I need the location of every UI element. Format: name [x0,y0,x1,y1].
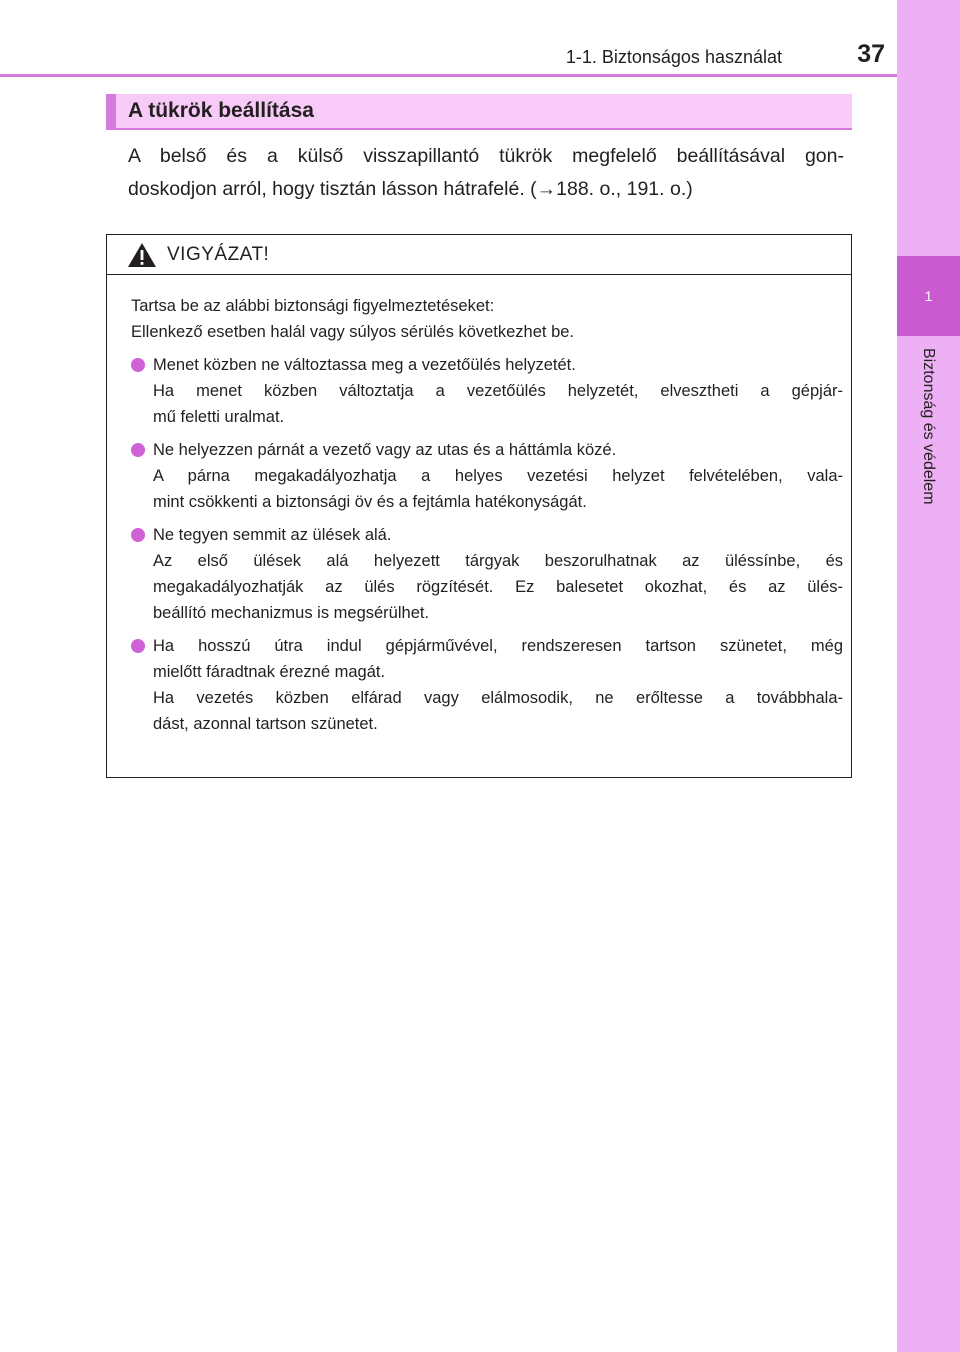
warning-intro-line: Tartsa be az alábbi biztonsági figyelmeztetéseket: [131,297,495,315]
warning-body [107,275,851,737]
section-title: A tükrök beállítása [106,94,852,130]
intro-paragraph [128,140,844,206]
warning-item [131,352,843,430]
chapter-side-tab [897,0,960,1352]
warning-item-line: Ha menet közben változtatja a vezetőülés helyzetét, elvesztheti a gépjár- [153,382,843,400]
warning-box [106,234,852,778]
chapter-label: Biztonság és védelem [920,348,937,505]
header-section-title: 1-1. Biztonságos használat [565,47,782,67]
warning-item-line: megakadályozhatják az ülés rögzítését. Ez balesetet okozhat, és az ülés- [153,578,843,596]
warning-item-line: Ha vezetés közben elfárad vagy elálmosodik, ne erőltesse a továbbhala- [153,689,843,707]
page-number: 37 [857,40,885,68]
warning-item [131,522,843,626]
warning-triangle-icon [127,242,157,268]
warning-item [131,437,843,515]
warning-title: VIGYÁZAT! [167,243,270,265]
chapter-number: 1 [897,256,960,336]
bullet-icon [131,358,145,372]
bullet-icon [131,443,145,457]
warning-intro-line: Ellenkező esetben halál vagy súlyos sérülés következhet be. [131,323,575,341]
warning-item-heading: Ne helyezzen párnát a vezető vagy az utas és a háttámla közé. [153,441,617,459]
warning-item-line: beállító mechanizmus is megsérülhet. [153,604,430,622]
bullet-icon [131,528,145,542]
warning-item-line: mű feletti uralmat. [153,408,285,426]
warning-header [107,235,851,275]
warning-item [131,633,843,737]
header-rule [0,74,897,77]
warning-item-line: A párna megakadályozhatja a helyes vezetési helyzet felvételében, vala- [153,467,843,485]
warning-item-heading: Menet közben ne változtassa meg a vezetőülés helyzetét. [153,356,576,374]
warning-item-line: dást, azonnal tartson szünetet. [153,715,378,733]
bullet-icon [131,639,145,653]
intro-line: A belső és a külső visszapillantó tükrök megfelelő beállításával gon- [128,145,844,167]
warning-item-heading: Ne tegyen semmit az ülések alá. [153,526,392,544]
intro-line: doskodjon arról, hogy tisztán lásson hátrafelé. (→188. o., 191. o.) [128,178,693,200]
warning-item-line: mint csökkenti a biztonsági öv és a fejtámla hatékonyságát. [153,493,587,511]
warning-item-heading: Ha hosszú útra indul gépjárművével, rendszeresen tartson szünetet, még [153,637,843,655]
warning-item-heading: mielőtt fáradtnak érezné magát. [153,663,386,681]
warning-item-line: Az első ülések alá helyezett tárgyak beszorulhatnak az üléssínbe, és [153,552,843,570]
warning-intro [131,293,843,345]
